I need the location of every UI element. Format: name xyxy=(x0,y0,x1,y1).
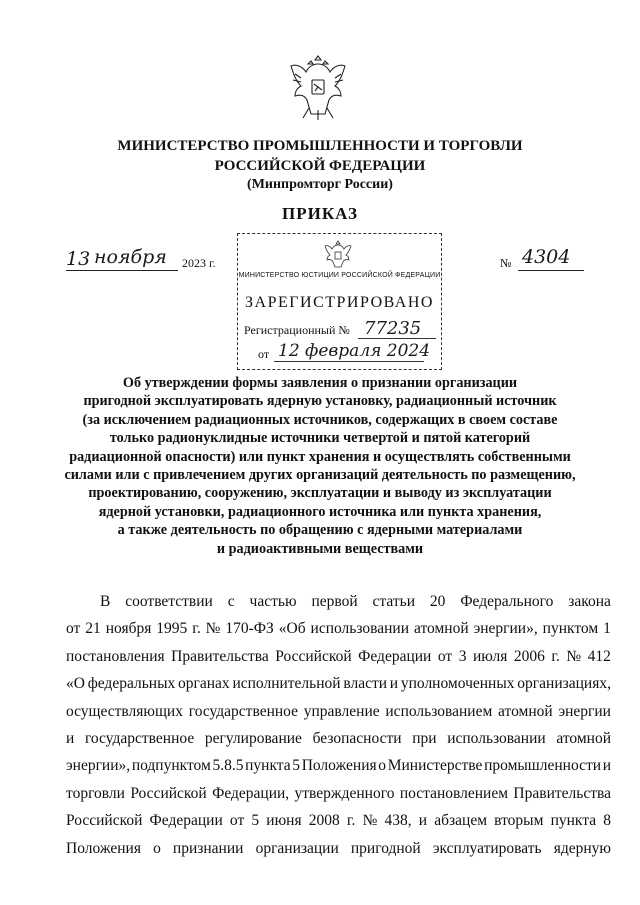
order-number xyxy=(500,246,590,272)
body-word: ноября xyxy=(105,620,152,638)
body-word: промышленности xyxy=(484,757,602,775)
subject-line: Об утверждении формы заявления о признании организации xyxy=(122,375,518,391)
body-line xyxy=(66,807,611,834)
body-word: «О xyxy=(66,675,85,693)
body-word: постановлением xyxy=(399,784,509,802)
body-word: соответствии xyxy=(125,593,213,610)
ministry-name-line1: МИНИСТЕРСТВО ПРОМЫШЛЕННОСТИ И ТОРГОВЛИ xyxy=(117,138,523,154)
body-word: от xyxy=(229,812,245,830)
body-word: управление xyxy=(303,702,380,720)
russian-coat-of-arms-icon xyxy=(287,50,349,122)
stamp-date-underline xyxy=(274,361,424,362)
body-word: г. xyxy=(346,812,356,830)
body-word: пунктом xyxy=(542,620,599,638)
body-word: постановления xyxy=(66,647,165,665)
date-underline xyxy=(66,270,178,271)
body-word: пункта xyxy=(550,812,597,830)
stamp-registered-label: ЗАРЕГИСТРИРОВАНО xyxy=(245,294,434,311)
body-word: с xyxy=(227,593,235,610)
subject-line: (за исключением радиационных источников, содержащих в своем составе xyxy=(82,411,558,428)
body-word: В xyxy=(100,593,111,610)
subject-line: а также деятельность по обращению с ядерными материалами xyxy=(117,522,523,539)
body-word: 2006 xyxy=(513,647,545,665)
body-word: абзацем xyxy=(434,812,488,830)
subject-line: ядерной установки, радиационного источника или пункта хранения, xyxy=(98,503,542,520)
subject-line: проектированию, сооружению, эксплуатации и выводу из эксплуатации xyxy=(88,485,552,502)
body-word: 20 xyxy=(429,593,446,610)
body-word: государственное xyxy=(84,729,195,747)
body-word: Российской xyxy=(66,812,143,830)
body-word: и xyxy=(418,812,428,830)
body-word: ядерную xyxy=(553,839,611,857)
body-word: федеральных xyxy=(87,675,176,693)
body-word: № xyxy=(566,647,582,665)
body-word: частью xyxy=(249,593,297,610)
body-word: исполнительной xyxy=(232,675,341,693)
body-word: закона xyxy=(568,593,611,610)
body-word: Российской xyxy=(130,784,207,802)
number-underline xyxy=(518,270,584,271)
order-date xyxy=(66,246,216,272)
body-word: 170-ФЗ xyxy=(225,620,274,638)
body-word: регулирование xyxy=(204,729,302,747)
order-date-day: 13 xyxy=(66,248,91,270)
body-line xyxy=(66,615,611,642)
body-word: государственное xyxy=(188,702,298,720)
body-word: Российской xyxy=(275,647,352,665)
body-word: № xyxy=(362,812,378,830)
body-word: 3 xyxy=(458,647,467,665)
body-word: организации xyxy=(255,839,339,857)
body-word: пункта xyxy=(245,757,291,775)
stamp-reg-number-value: 77235 xyxy=(364,318,422,339)
body-word: 438, xyxy=(384,812,412,830)
body-word: подпунктом xyxy=(131,757,211,775)
body-word: при xyxy=(412,729,437,747)
body-word: г. xyxy=(551,647,560,665)
body-word: и xyxy=(389,675,399,693)
stamp-date-value: 12 февраля 2024 xyxy=(278,341,431,361)
body-word: энергии», xyxy=(66,757,131,775)
body-word: 2008 xyxy=(308,812,340,830)
order-date-year: 2023 г. xyxy=(182,256,216,270)
subject-line: силами или с привлечением других организаций деятельность по размещению, xyxy=(64,467,576,484)
body-word: Правительства xyxy=(171,647,269,665)
stamp-ministry-name: МИНИСТЕРСТВО ЮСТИЦИИ РОССИЙСКОЙ ФЕДЕРАЦИИ xyxy=(238,272,441,279)
stamp-reg-number-label: Регистрационный № xyxy=(244,323,350,337)
stamp-coat-of-arms-icon xyxy=(324,238,352,268)
body-word: атомной xyxy=(556,729,611,747)
body-word: 21 xyxy=(85,620,101,638)
body-word: 1 xyxy=(603,620,611,638)
body-word: № xyxy=(205,620,221,638)
order-subject xyxy=(40,374,600,558)
body-word: июля xyxy=(472,647,508,665)
body-word: г. xyxy=(192,620,201,638)
body-word: эксплуатировать xyxy=(432,839,542,857)
body-word: от xyxy=(66,620,81,638)
document-type-title: ПРИКАЗ xyxy=(282,204,358,223)
body-word: использовании xyxy=(447,729,546,747)
body-word: утвержденного xyxy=(294,784,395,802)
order-date-month: ноября xyxy=(94,246,167,268)
order-number-value: 4304 xyxy=(522,246,571,268)
body-word: от xyxy=(437,647,453,665)
subject-line: только радионуклидные источники четвертой и пятой категорий xyxy=(109,430,531,447)
body-word: июня xyxy=(266,812,302,830)
body-word: атомной xyxy=(498,702,553,720)
body-line xyxy=(66,588,611,615)
body-word: 412 xyxy=(587,647,611,665)
body-word: статьи xyxy=(372,593,415,610)
body-word: Федерации xyxy=(149,812,223,830)
body-line xyxy=(66,752,611,779)
body-word: признании xyxy=(172,839,244,857)
body-word: о xyxy=(378,757,387,775)
body-word: энергии», xyxy=(473,620,538,638)
subject-line: и радиоактивными веществами xyxy=(216,540,424,557)
body-word: о xyxy=(153,839,161,857)
body-line xyxy=(66,780,611,807)
ministry-short-name: (Минпромторг России) xyxy=(247,177,393,192)
ministry-name-line2: РОССИЙСКОЙ ФЕДЕРАЦИИ xyxy=(214,158,426,174)
body-line xyxy=(66,670,611,697)
body-word: и xyxy=(602,757,611,775)
body-word: организациях, xyxy=(517,675,611,693)
body-word: вторым xyxy=(494,812,544,830)
body-word: пригодной xyxy=(350,839,421,857)
body-word: использовании xyxy=(310,620,410,638)
subject-line: радиационной опасности) или пункт хранения и осуществлять собственными xyxy=(69,448,571,465)
body-word: органах xyxy=(178,675,230,693)
body-word: Министерстве xyxy=(387,757,483,775)
body-word: Федерации, xyxy=(212,784,290,802)
order-body xyxy=(66,588,611,862)
body-word: торговли xyxy=(66,784,125,802)
body-word: уполномоченных xyxy=(400,675,515,693)
body-word: 8 xyxy=(603,812,611,830)
body-line xyxy=(66,725,611,752)
body-word: и xyxy=(66,729,75,747)
stamp-date-label: от xyxy=(258,347,270,361)
body-word: безопасности xyxy=(312,729,402,747)
body-word: Положения xyxy=(66,839,141,857)
body-word: 5 xyxy=(251,812,260,830)
body-word: 5.8.5 xyxy=(212,757,244,775)
order-number-sign: № xyxy=(500,256,512,270)
body-word: Федерального xyxy=(460,593,554,610)
registration-stamp xyxy=(237,233,442,370)
body-word: Правительства xyxy=(513,784,611,802)
stamp-reg-number-underline xyxy=(358,338,436,339)
body-word: Федерации xyxy=(358,647,432,665)
body-word: Положения xyxy=(301,757,377,775)
body-word: энергии xyxy=(558,702,611,720)
body-word: 5 xyxy=(292,757,301,775)
body-line xyxy=(66,698,611,725)
body-line xyxy=(66,835,611,862)
body-word: осуществляющих xyxy=(66,702,183,720)
body-word: использованием xyxy=(385,702,493,720)
body-word: атомной xyxy=(413,620,469,638)
body-word: «Об xyxy=(278,620,306,638)
body-line xyxy=(66,643,611,670)
subject-line: пригодной эксплуатировать ядерную установку, радиационный источник xyxy=(83,393,557,410)
body-word: первой xyxy=(311,593,358,610)
body-word: 1995 xyxy=(156,620,188,638)
body-word: власти xyxy=(343,675,388,693)
